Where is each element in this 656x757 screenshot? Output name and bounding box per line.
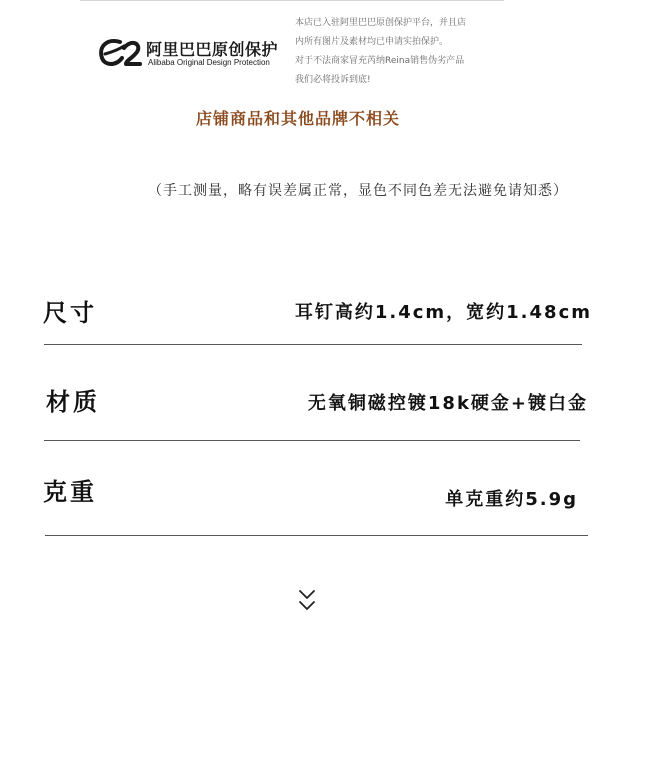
alibaba-logo-icon — [96, 36, 144, 70]
logo-name-cn: 阿里巴巴原创保护 — [146, 40, 279, 59]
protection-notice — [295, 14, 510, 90]
notice-line: 本店已入驻阿里巴巴原创保护平台，并且店 — [295, 18, 467, 28]
row-divider — [44, 344, 582, 345]
measurement-disclaimer: （手工测量，略有误差属正常，显色不同色差无法避免请知悉） — [148, 183, 568, 199]
notice-line: 内所有图片及素材均已申请实拍保护。 — [295, 37, 449, 47]
double-chevron-down-icon — [296, 587, 318, 617]
spec-label: 克重 — [43, 478, 97, 506]
spec-label: 尺寸 — [43, 299, 97, 327]
spec-label: 材质 — [46, 388, 100, 416]
logo-name-en: Alibaba Original Design Protection — [148, 58, 270, 67]
brand-note: 店铺商品和其他品牌不相关 — [195, 109, 400, 128]
spec-value: 单克重约5.9g — [445, 489, 578, 510]
top-divider — [80, 0, 504, 1]
notice-line: 对于不法商家冒充芮纳Reina销售伪劣产品 — [295, 56, 465, 66]
spec-value: 无氧铜磁控镀18k硬金+镀白金 — [307, 393, 588, 414]
row-divider — [44, 440, 580, 441]
notice-line: 我们必将投诉到底! — [295, 75, 371, 85]
spec-value: 耳钉高约1.4cm，宽约1.48cm — [294, 302, 592, 323]
row-divider — [45, 535, 588, 536]
